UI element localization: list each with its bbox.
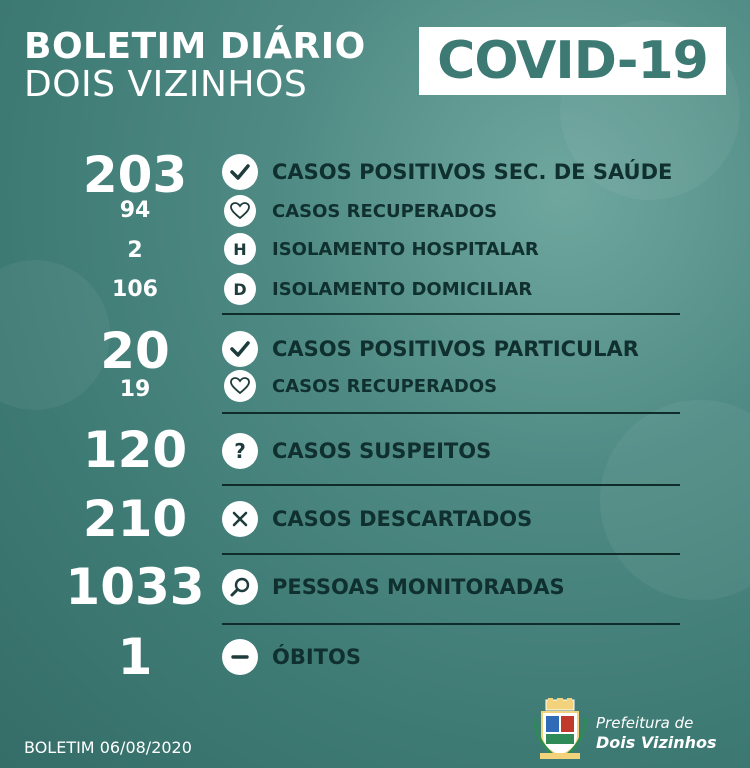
stat-hospitalar-label: ISOLAMENTO HOSPITALAR bbox=[272, 239, 539, 260]
stat-recuperados-particular-value: 19 bbox=[119, 377, 151, 402]
title-line-2: DOIS VIZINHOS bbox=[24, 64, 308, 105]
check-icon bbox=[222, 331, 258, 367]
prefeitura-label-line1: Prefeitura de bbox=[596, 714, 694, 732]
stat-positivos-sec-saude-label: CASOS POSITIVOS SEC. DE SAÚDE bbox=[272, 160, 673, 184]
stat-hospitalar-value: 2 bbox=[127, 238, 143, 263]
stat-recuperados-particular-label: CASOS RECUPERADOS bbox=[272, 376, 498, 397]
check-icon bbox=[222, 154, 258, 190]
background-bokeh bbox=[600, 400, 750, 600]
magnifier-icon bbox=[222, 569, 258, 605]
stat-monitoradas-label: PESSOAS MONITORADAS bbox=[272, 575, 565, 599]
stat-suspeitos-value: 120 bbox=[82, 421, 188, 479]
section-divider bbox=[222, 412, 680, 414]
stat-monitoradas-value: 1033 bbox=[65, 558, 205, 616]
section-divider bbox=[222, 484, 680, 486]
bulletin-date: BOLETIM 06/08/2020 bbox=[24, 738, 192, 757]
stat-descartados-label: CASOS DESCARTADOS bbox=[272, 507, 533, 531]
stat-positivos-sec-saude-value: 203 bbox=[82, 146, 188, 204]
stat-descartados-value: 210 bbox=[82, 490, 188, 548]
covid-badge-text: COVID-19 bbox=[437, 31, 708, 91]
section-divider bbox=[222, 623, 680, 625]
section-divider bbox=[222, 313, 680, 315]
covid-badge bbox=[419, 27, 726, 95]
heart-icon bbox=[224, 195, 256, 227]
heart-icon bbox=[224, 370, 256, 402]
stat-suspeitos-label: CASOS SUSPEITOS bbox=[272, 439, 492, 463]
prefeitura-label-line2: Dois Vizinhos bbox=[596, 733, 717, 752]
stat-obitos-value: 1 bbox=[117, 628, 153, 686]
stat-obitos-label: ÓBITOS bbox=[272, 645, 361, 669]
stat-domiciliar-value: 106 bbox=[112, 277, 158, 302]
x-icon bbox=[222, 501, 258, 537]
stat-domiciliar-label: ISOLAMENTO DOMICILIAR bbox=[272, 279, 533, 300]
stat-positivos-particular-value: 20 bbox=[100, 322, 170, 380]
title-line-1: BOLETIM DIÁRIO bbox=[24, 26, 366, 67]
stat-recuperados-sec-value: 94 bbox=[119, 198, 151, 223]
question-icon: ? bbox=[222, 433, 258, 469]
stat-positivos-particular-label: CASOS POSITIVOS PARTICULAR bbox=[272, 337, 639, 361]
section-divider bbox=[222, 553, 680, 555]
minus-icon bbox=[222, 639, 258, 675]
stat-recuperados-sec-label: CASOS RECUPERADOS bbox=[272, 201, 498, 222]
h-letter-icon: H bbox=[224, 233, 256, 265]
municipal-crest-logo bbox=[532, 698, 588, 760]
d-letter-icon: D bbox=[224, 273, 256, 305]
